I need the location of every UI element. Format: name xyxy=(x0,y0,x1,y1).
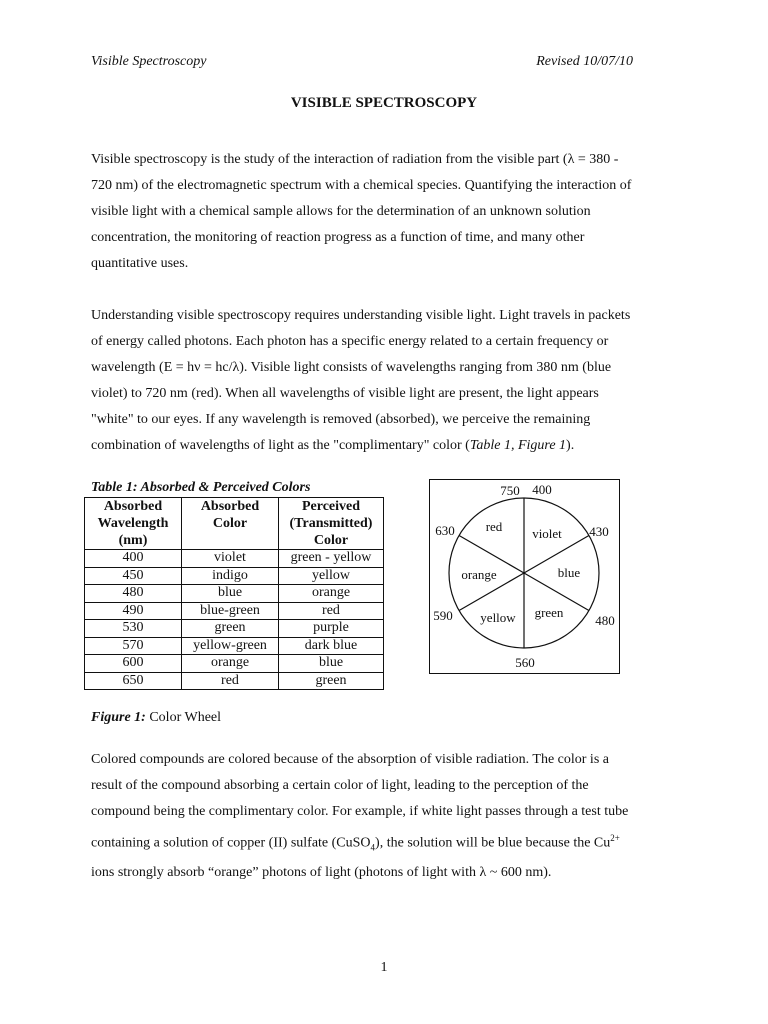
table-row xyxy=(85,620,384,638)
table-cell: orange xyxy=(182,655,279,673)
visible-light-paragraph xyxy=(91,303,691,459)
table-cell: 490 xyxy=(85,602,182,620)
table-figure-reference: Table 1, Figure 1 xyxy=(469,438,567,453)
table-row xyxy=(85,550,384,568)
paragraph-text: ions strongly absorb “orange” photons of light (photons of light with λ ~ 600 nm). xyxy=(91,865,552,881)
table-cell: 600 xyxy=(85,655,182,673)
superscript: 2+ xyxy=(610,833,620,843)
table-row xyxy=(85,655,384,673)
table-cell: 650 xyxy=(85,672,182,690)
intro-paragraph: Visible spectroscopy is the study of the interaction of radiation from the visible part (λ = 380 - 720 nm) of the electromagnetic spectrum with a chemical species. Quantifying the interaction of visible light with a chemical sample allows for the determination of an unknown solution concentration, the monitoring of reaction progress as a function of time, and many other quantitative uses. xyxy=(91,152,632,271)
paragraph-text: ), the solution will be blue because the Cu xyxy=(375,835,611,851)
table-row xyxy=(85,567,384,585)
table-row xyxy=(85,585,384,603)
wavelength-480: 480 xyxy=(595,613,615,628)
table-caption: Table 1: Absorbed & Perceived Colors xyxy=(91,480,311,495)
colored-compounds-paragraph xyxy=(91,747,691,886)
table-cell: green xyxy=(279,672,384,690)
table-cell: blue xyxy=(182,585,279,603)
wavelength-750: 750 xyxy=(500,483,520,498)
table-cell: purple xyxy=(279,620,384,638)
table-row xyxy=(85,602,384,620)
table-cell: yellow xyxy=(279,567,384,585)
table-cell: green - yellow xyxy=(279,550,384,568)
segment-orange: orange xyxy=(461,567,497,582)
running-header-revision: Revised 10/07/10 xyxy=(536,54,633,69)
wavelength-630: 630 xyxy=(435,523,455,538)
paragraph-text: Colored compounds are colored because of the absorption of visible radiation. The color is a result of the compound absorbing a certain color of light, leading to the perception of the compound being the complimentary color. For example, if white light passes through a test tube containing a solution of copper (II) sulfate (CuSO xyxy=(91,752,629,851)
table-cell: yellow-green xyxy=(182,637,279,655)
table-cell: orange xyxy=(279,585,384,603)
table-cell: 400 xyxy=(85,550,182,568)
figure-caption xyxy=(91,710,221,726)
column-header-wavelength: Absorbed Wavelength (nm) xyxy=(85,498,182,550)
figure-label: Figure 1: xyxy=(91,710,146,725)
segment-green: green xyxy=(534,605,564,620)
segment-blue: blue xyxy=(557,565,581,580)
table-row xyxy=(85,672,384,690)
table-cell: violet xyxy=(182,550,279,568)
table-cell: 530 xyxy=(85,620,182,638)
table-cell: blue xyxy=(279,655,384,673)
table-cell: dark blue xyxy=(279,637,384,655)
wavelength-560: 560 xyxy=(515,655,535,670)
absorbed-perceived-colors-table xyxy=(84,497,384,690)
color-wheel-figure xyxy=(429,479,621,675)
page-title: VISIBLE SPECTROSCOPY xyxy=(290,95,478,111)
paragraph-text-end: ). xyxy=(566,438,575,453)
wavelength-400: 400 xyxy=(532,482,552,497)
table-cell: 450 xyxy=(85,567,182,585)
figure-caption-text: Color Wheel xyxy=(149,710,222,725)
table-cell: indigo xyxy=(182,567,279,585)
running-header-title: Visible Spectroscopy xyxy=(91,54,207,69)
wavelength-590: 590 xyxy=(433,608,453,623)
segment-red: red xyxy=(485,519,503,534)
table-cell: green xyxy=(182,620,279,638)
paragraph-text: Understanding visible spectroscopy requires understanding visible light. Light travels in packets of energy called photons. Each photon has a specific energy related to a certain frequency or wavelength (E = hν = hc/λ). Visible light consists of wavelengths ranging from 380 nm (blue violet) to 720 nm (red). When all wavelengths of visible light are present, the light appears "white" to our eyes. If any wavelength is removed (absorbed), we perceive the remaining combination of wavelengths of light as the "complimentary" color ( xyxy=(91,308,631,453)
table-header-row xyxy=(85,498,384,550)
table-row xyxy=(85,637,384,655)
column-header-perceived-color: Perceived (Transmitted) Color xyxy=(279,498,384,550)
table-cell: 570 xyxy=(85,637,182,655)
table-cell: red xyxy=(182,672,279,690)
segment-violet: violet xyxy=(532,526,562,541)
column-header-absorbed-color: Absorbed Color xyxy=(182,498,279,550)
page-number: 1 xyxy=(380,960,388,975)
wavelength-430: 430 xyxy=(589,524,609,539)
table-cell: blue-green xyxy=(182,602,279,620)
segment-yellow: yellow xyxy=(480,610,516,625)
table-cell: red xyxy=(279,602,384,620)
subscript: 4 xyxy=(370,842,376,853)
table-cell: 480 xyxy=(85,585,182,603)
